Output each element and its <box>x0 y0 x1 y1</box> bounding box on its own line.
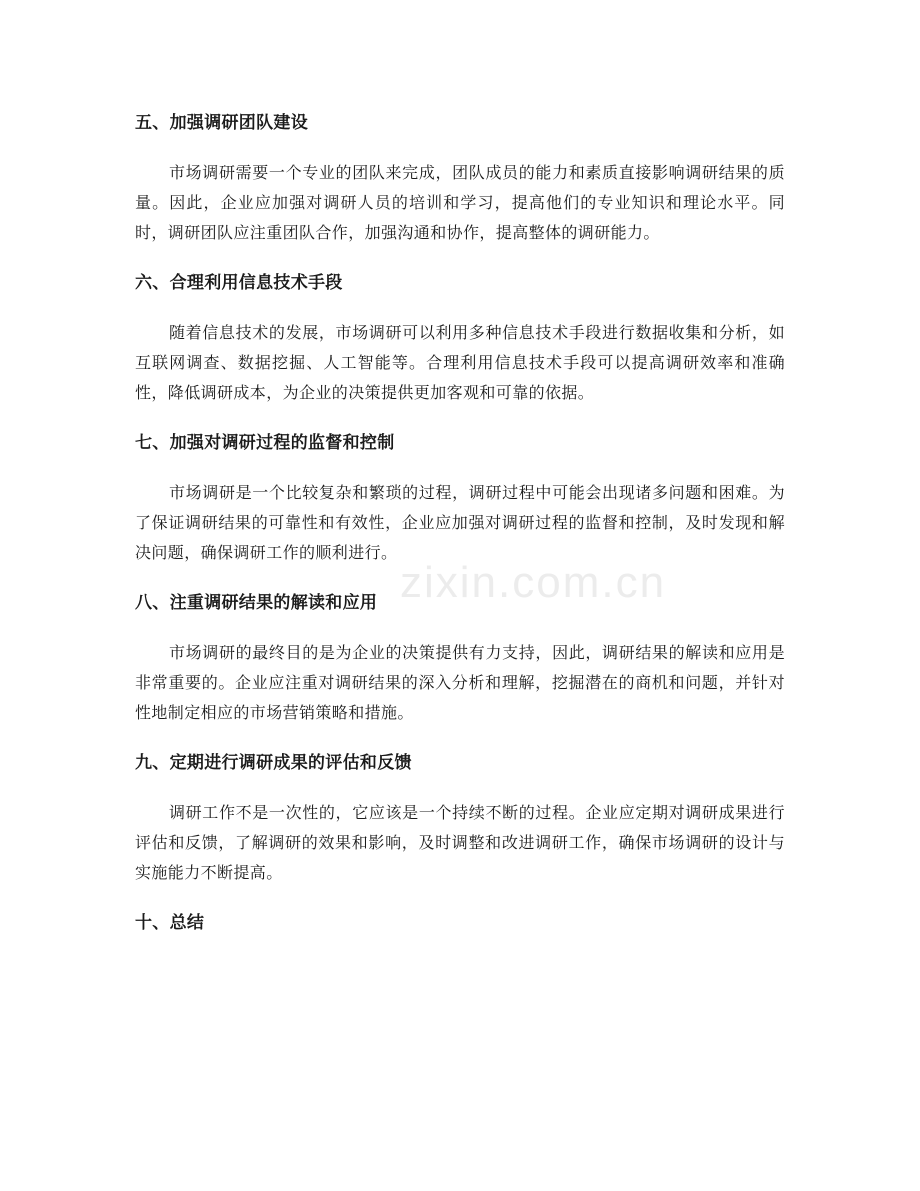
section-7 <box>135 428 785 568</box>
section-paragraph: 随着信息技术的发展，市场调研可以利用多种信息技术手段进行数据收集和分析，如互联网调查、数据挖掘、人工智能等。合理利用信息技术手段可以提高调研效率和准确性，降低调研成本，为企业的决策提供更加客观和可靠的依据。 <box>135 323 785 402</box>
section-heading: 六、合理利用信息技术手段 <box>135 273 343 293</box>
section-heading: 七、加强对调研过程的监督和控制 <box>135 433 395 453</box>
document-body <box>135 108 785 938</box>
section-10 <box>135 908 785 938</box>
section-9 <box>135 748 785 888</box>
section-8 <box>135 588 785 728</box>
section-heading: 十、总结 <box>135 913 205 933</box>
section-paragraph: 市场调研是一个比较复杂和繁琐的过程，调研过程中可能会出现诸多问题和困难。为了保证调研结果的可靠性和有效性，企业应加强对调研过程的监督和控制，及时发现和解决问题，确保调研工作的顺利进行。 <box>135 483 785 562</box>
section-heading: 五、加强调研团队建设 <box>135 113 308 133</box>
section-6 <box>135 268 785 408</box>
section-paragraph: 市场调研的最终目的是为企业的决策提供有力支持，因此，调研结果的解读和应用是非常重要的。企业应注重对调研结果的深入分析和理解，挖掘潜在的商机和问题，并针对性地制定相应的市场营销策略和措施。 <box>135 643 785 722</box>
section-paragraph: 市场调研需要一个专业的团队来完成，团队成员的能力和素质直接影响调研结果的质量。因此，企业应加强对调研人员的培训和学习，提高他们的专业知识和理论水平。同时，调研团队应注重团队合作，加强沟通和协作，提高整体的调研能力。 <box>135 163 785 242</box>
section-heading: 九、定期进行调研成果的评估和反馈 <box>135 753 412 773</box>
section-5 <box>135 108 785 248</box>
section-paragraph: 调研工作不是一次性的，它应该是一个持续不断的过程。企业应定期对调研成果进行评估和反馈，了解调研的效果和影响，及时调整和改进调研工作，确保市场调研的设计与实施能力不断提高。 <box>135 803 785 882</box>
section-heading: 八、注重调研结果的解读和应用 <box>135 593 378 613</box>
watermark: zixin.com.cn <box>400 558 667 607</box>
